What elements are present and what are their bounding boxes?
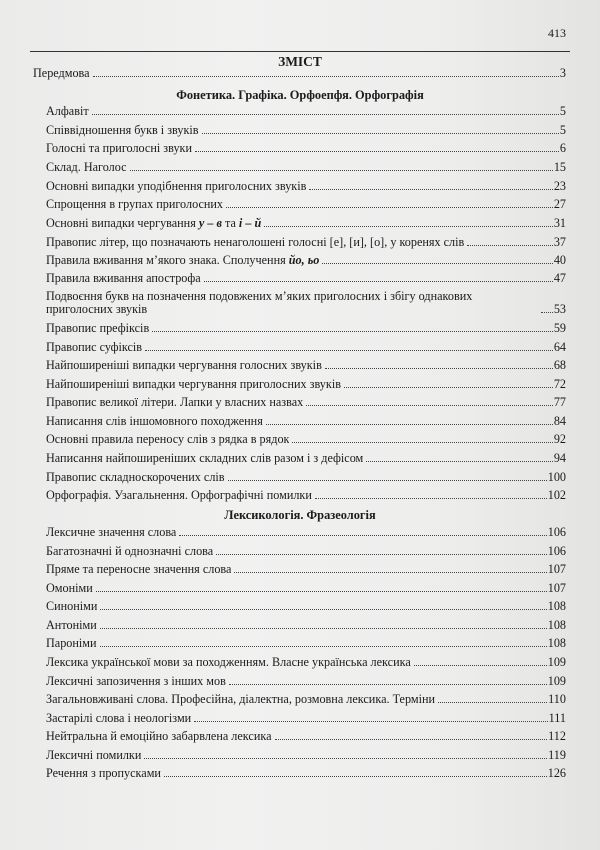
toc-entry-page: 40 [553,253,566,267]
toc-leader-dots [130,169,553,171]
toc-entry-page: 108 [547,636,566,650]
toc-leader-dots [145,349,553,351]
toc-leader-dots [229,683,547,685]
toc-entry [46,748,566,762]
toc-entry-page: 47 [553,271,566,285]
toc-entry-page: 68 [553,358,566,372]
toc-entry-page: 107 [547,562,566,576]
toc-entry-label: Омоніми [46,581,93,595]
toc-entry [46,104,566,118]
toc-entry-label: Правопис великої літери. Лапки у власних назвах [46,395,304,409]
toc-entry-label: Лексичне значення слова [46,525,177,539]
toc-entry-page: 5 [559,104,566,118]
toc-leader-dots [100,645,547,647]
toc-leader-dots [266,423,553,425]
toc-entry-preface [33,66,566,80]
toc-entry-page: 112 [548,729,566,743]
toc-entry [46,599,566,613]
toc-leader-dots [322,262,552,264]
toc-entry-label: Правопис суфіксів [46,340,143,354]
toc-entry [46,562,566,576]
toc-entry-page: 3 [559,66,566,80]
toc-leader-dots [204,280,553,282]
header-rule [30,51,570,52]
toc-leader-dots [275,738,548,740]
toc-entry-label-text: та [221,216,239,230]
toc-entry-label: Орфографія. Узагальнення. Орфографічні помилки [46,488,312,502]
toc-entry [46,692,566,706]
toc-entry-label [46,253,319,267]
toc-entry [46,544,566,558]
toc-leader-dots [366,460,553,462]
toc-entry [46,729,566,743]
toc-entry-label [46,216,261,230]
toc-entry-page: 119 [548,748,566,762]
toc-entry-page: 100 [547,470,566,484]
toc-leader-dots [325,367,553,369]
toc-leader-dots [438,701,547,703]
toc-entry-label: Найпоширеніші випадки чергування приголосних звуків [46,377,341,391]
toc-entry-label: Подвоєння букв на позначення подовжених м’яких приголосних і збігу однакових приголосних звуків [46,290,473,316]
toc-leader-dots [344,386,553,388]
toc-entry-page: 106 [547,544,566,558]
toc-entry-page: 5 [559,123,566,137]
toc-entry-page: 37 [553,235,566,249]
toc-entry-label: Голосні та приголосні звуки [46,141,192,155]
toc-leader-dots [93,75,559,77]
toc-entry-page: 126 [547,766,566,780]
toc-entry [46,432,566,446]
toc-leader-dots [179,534,546,536]
toc-entry-page: 111 [548,711,566,725]
toc-entry-page: 6 [559,141,566,155]
toc-entry [46,451,566,465]
toc-entry-page: 94 [553,451,566,465]
toc-entry-label-text: Правила вживання м’якого знака. Сполучення [46,253,289,267]
section-heading-lexicology: Лексикологія. Фразеологія [224,508,376,522]
toc-leader-dots [306,404,553,406]
toc-entry-page: 31 [553,216,566,230]
toc-entry-label: Нейтральна й емоційно забарвлена лексика [46,729,272,743]
toc-entry-page: 106 [547,525,566,539]
toc-leader-dots [234,571,546,573]
toc-entry-label: Багатозначні й однозначні слова [46,544,214,558]
toc-entry-label-emphasis: і – й [238,216,262,230]
page-number: 413 [548,26,566,40]
toc-leader-dots [100,608,546,610]
toc-leader-dots [292,441,552,443]
toc-entry-page: 77 [553,395,566,409]
toc-entry [46,340,566,354]
toc-entry-page: 53 [553,302,566,316]
toc-entry-page: 107 [547,581,566,595]
toc-entry-label: Найпоширеніші випадки чергування голосних звуків [46,358,322,372]
toc-entry-label-emphasis: йо, ьо [288,253,320,267]
toc-leader-dots [309,188,552,190]
toc-entry-label: Склад. Наголос [46,160,127,174]
toc-entry-label-emphasis: у – в [198,216,222,230]
toc-entry [46,674,566,688]
toc-entry-page: 72 [553,377,566,391]
toc-entry [46,488,566,502]
toc-entry-label: Пряме та переносне значення слова [46,562,232,576]
toc-entry-label: Лексичні запозичення з інших мов [46,674,226,688]
toc-entry [46,377,566,391]
toc-entry-page: 27 [553,197,566,211]
toc-entry [46,711,566,725]
toc-leader-dots [228,479,547,481]
toc-leader-dots [467,244,553,246]
toc-entry-label: Написання найпоширеніших складних слів разом і з дефісом [46,451,364,465]
toc-leader-dots [96,590,547,592]
toc-entry-label: Передмова [33,66,90,80]
toc-entry-page: 110 [548,692,566,706]
toc-leader-dots [92,113,559,115]
toc-entry-label: Застарілі слова і неологізми [46,711,192,725]
toc-entry-label: Загальновживані слова. Професійна, діалектна, розмовна лексика. Терміни [46,692,436,706]
toc-entry [46,235,566,249]
toc-entry [46,253,566,267]
toc-entry [46,581,566,595]
toc-entry-label: Правила вживання апострофа [46,271,201,285]
toc-entry-label: Спрощення в групах приголосних [46,197,224,211]
toc-entry-label: Правопис складноскорочених слів [46,470,225,484]
toc-entry-label: Правопис префіксів [46,321,150,335]
toc-entry [46,179,566,193]
toc-entry [46,160,566,174]
toc-entry [46,470,566,484]
toc-leader-dots [414,664,547,666]
toc-leader-dots [216,553,547,555]
toc-entry-page: 59 [553,321,566,335]
section-heading-phonetics: Фонетика. Графіка. Орфоепфя. Орфографія [176,88,424,102]
toc-leader-dots [541,311,553,313]
toc-entry-page: 23 [553,179,566,193]
toc-entry-page: 15 [553,160,566,174]
toc-entry-label: Алфавіт [46,104,89,118]
toc-entry-page: 84 [553,414,566,428]
toc-entry-label: Співвідношення букв і звуків [46,123,199,137]
toc-entry-label: Антоніми [46,618,97,632]
toc-entry [46,141,566,155]
toc-entry [46,655,566,669]
toc-leader-dots [144,757,547,759]
toc-leader-dots [264,225,553,227]
toc-leader-dots [100,627,547,629]
toc-entry [46,618,566,632]
toc-entry-label: Правопис літер, що позначають ненаголошені голосні [е], [и], [о], у коренях слів [46,235,465,249]
toc-leader-dots [164,775,547,777]
toc-entry [46,636,566,650]
toc-entry-label: Речення з пропусками [46,766,161,780]
toc-entry [46,197,566,211]
toc-entry [46,395,566,409]
toc-entry [46,321,566,335]
toc-entry-page: 92 [553,432,566,446]
toc-leader-dots [202,132,559,134]
toc-entry [46,271,566,285]
toc-entry [46,358,566,372]
toc-entry-label: Пароніми [46,636,97,650]
toc-entry-label: Лексика української мови за походженням. Власне українська лексика [46,655,411,669]
toc-entry-page: 64 [553,340,566,354]
toc-entry-page: 108 [547,599,566,613]
toc-leader-dots [195,150,559,152]
toc-entry-page: 102 [547,488,566,502]
toc-entry-page: 109 [547,674,566,688]
page-title: ЗМІСТ [278,54,322,69]
toc-entry-label: Основні випадки уподібнення приголосних звуків [46,179,307,193]
toc-leader-dots [194,720,547,722]
toc-leader-dots [152,330,553,332]
toc-entry [46,216,566,230]
toc-entry [46,414,566,428]
toc-entry [46,525,566,539]
toc-entry-label-text: Основні випадки чергування [46,216,199,230]
toc-leader-dots [226,206,553,208]
toc-entry [46,290,566,316]
toc-leader-dots [315,497,547,499]
toc-entry-label: Лексичні помилки [46,748,142,762]
toc-entry-label: Синоніми [46,599,98,613]
toc-entry-page: 109 [547,655,566,669]
toc-entry-page: 108 [547,618,566,632]
toc-entry-label: Написання слів іншомовного походження [46,414,263,428]
toc-entry [46,123,566,137]
toc-entry [46,766,566,780]
toc-entry-label: Основні правила переносу слів з рядка в рядок [46,432,290,446]
